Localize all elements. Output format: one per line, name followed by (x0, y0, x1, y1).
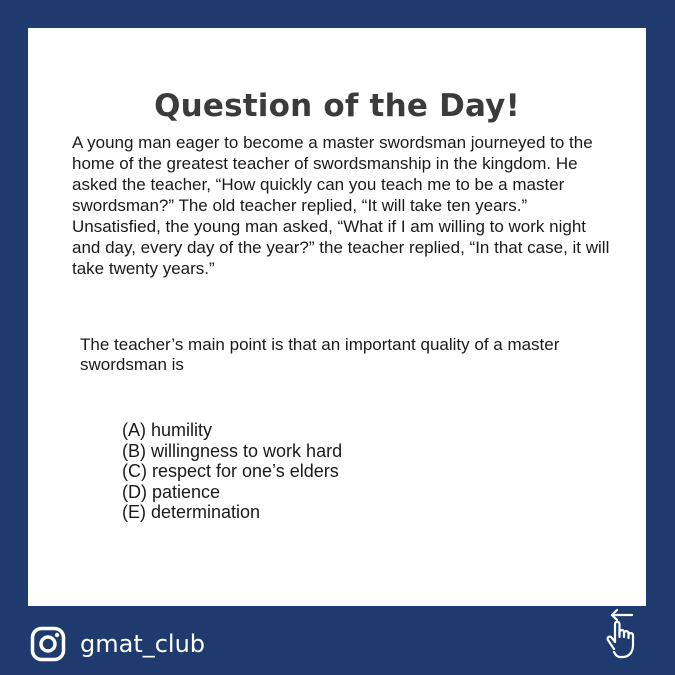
option-e: (E) determination (122, 502, 261, 522)
social-handle[interactable]: gmat_club (80, 630, 206, 658)
page-title: Question of the Day! (154, 88, 520, 124)
swipe-hand-icon[interactable] (598, 607, 648, 663)
question-card (28, 28, 646, 606)
passage-text: A young man eager to become a master swordsman journeyed to the home of the greatest teacher of swordsmanship in the kingdom. He asked the teacher, “How quickly can you teach me to be a master swordsman?” The old teacher replied, “It will take ten years.” Unsatisfied, the young man asked, “What if I am willing to work night and day, every day of the year?” the teacher replied, “In that case, it will take twenty years.” (72, 133, 610, 278)
answer-options (122, 420, 342, 523)
question-stem: The teacher’s main point is that an important quality of a master swordsman is (80, 335, 560, 374)
option-a: (A) humility (122, 420, 213, 440)
social-footer (30, 624, 205, 664)
option-d: (D) patience (122, 481, 221, 502)
option-c: (C) respect for one’s elders (122, 461, 339, 481)
option-b: (B) willingness to work hard (122, 440, 343, 461)
instagram-icon[interactable] (30, 626, 66, 662)
